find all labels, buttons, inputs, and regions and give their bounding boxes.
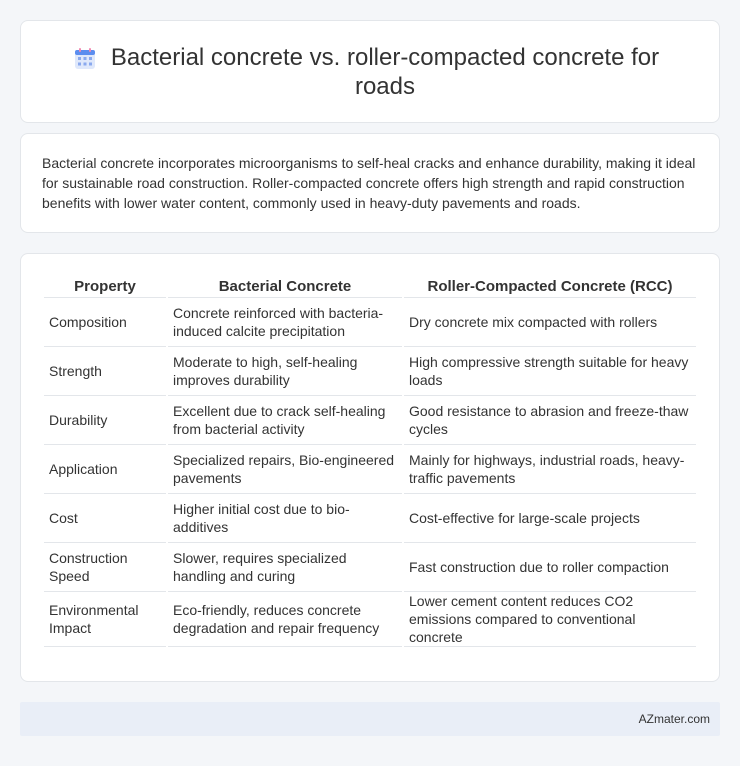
row-bacterial-value: Moderate to high, self-healing improves durability bbox=[168, 347, 402, 396]
header-property: Property bbox=[44, 276, 166, 298]
header-bacterial-concrete: Bacterial Concrete bbox=[168, 276, 402, 298]
row-property: Application bbox=[44, 445, 166, 494]
row-bacterial-value: Eco-friendly, reduces concrete degradation and repair frequency bbox=[168, 592, 402, 647]
table-row bbox=[44, 347, 696, 396]
row-property: Composition bbox=[44, 298, 166, 347]
footer-brand-link[interactable]: AZmater.com bbox=[638, 712, 710, 726]
row-rcc-value: Dry concrete mix compacted with rollers bbox=[404, 298, 696, 347]
row-bacterial-value: Concrete reinforced with bacteria-induced calcite precipitation bbox=[168, 298, 402, 347]
table-header-row bbox=[44, 276, 696, 298]
row-bacterial-value: Specialized repairs, Bio-engineered pavements bbox=[168, 445, 402, 494]
row-rcc-value: Lower cement content reduces CO2 emissions compared to conventional concrete bbox=[404, 592, 696, 647]
row-rcc-value: Cost-effective for large-scale projects bbox=[404, 494, 696, 543]
row-property: Strength bbox=[44, 347, 166, 396]
table-row bbox=[44, 494, 696, 543]
title-card bbox=[20, 20, 720, 123]
row-property: Environmental Impact bbox=[44, 592, 166, 647]
comparison-table bbox=[42, 276, 698, 647]
intro-paragraph: Bacterial concrete incorporates microorganisms to self-heal cracks and enhance durability, making it ideal for sustainable road construction. Roller-compacted concrete offers high strength and rapid construction benefits with lower water content, commonly used in heavy-duty pavements and roads. bbox=[42, 155, 696, 211]
row-bacterial-value: Excellent due to crack self-healing from bacterial activity bbox=[168, 396, 402, 445]
comparison-card bbox=[20, 253, 720, 682]
row-rcc-value: Fast construction due to roller compaction bbox=[404, 543, 696, 592]
row-bacterial-value: Higher initial cost due to bio-additives bbox=[168, 494, 402, 543]
row-property: Construction Speed bbox=[44, 543, 166, 592]
row-bacterial-value: Slower, requires specialized handling and curing bbox=[168, 543, 402, 592]
page-title: Bacterial concrete vs. roller-compacted concrete for roads bbox=[110, 44, 660, 100]
footer-bar bbox=[20, 702, 720, 736]
intro-card bbox=[20, 133, 720, 233]
table-row bbox=[44, 543, 696, 592]
row-rcc-value: High compressive strength suitable for heavy loads bbox=[404, 347, 696, 396]
table-row bbox=[44, 592, 696, 647]
row-rcc-value: Mainly for highways, industrial roads, heavy-traffic pavements bbox=[404, 445, 696, 494]
table-row bbox=[44, 396, 696, 445]
row-rcc-value: Good resistance to abrasion and freeze-thaw cycles bbox=[404, 396, 696, 445]
table-row bbox=[44, 445, 696, 494]
header-rcc: Roller-Compacted Concrete (RCC) bbox=[404, 276, 696, 298]
table-row bbox=[44, 298, 696, 347]
row-property: Cost bbox=[44, 494, 166, 543]
row-property: Durability bbox=[44, 396, 166, 445]
